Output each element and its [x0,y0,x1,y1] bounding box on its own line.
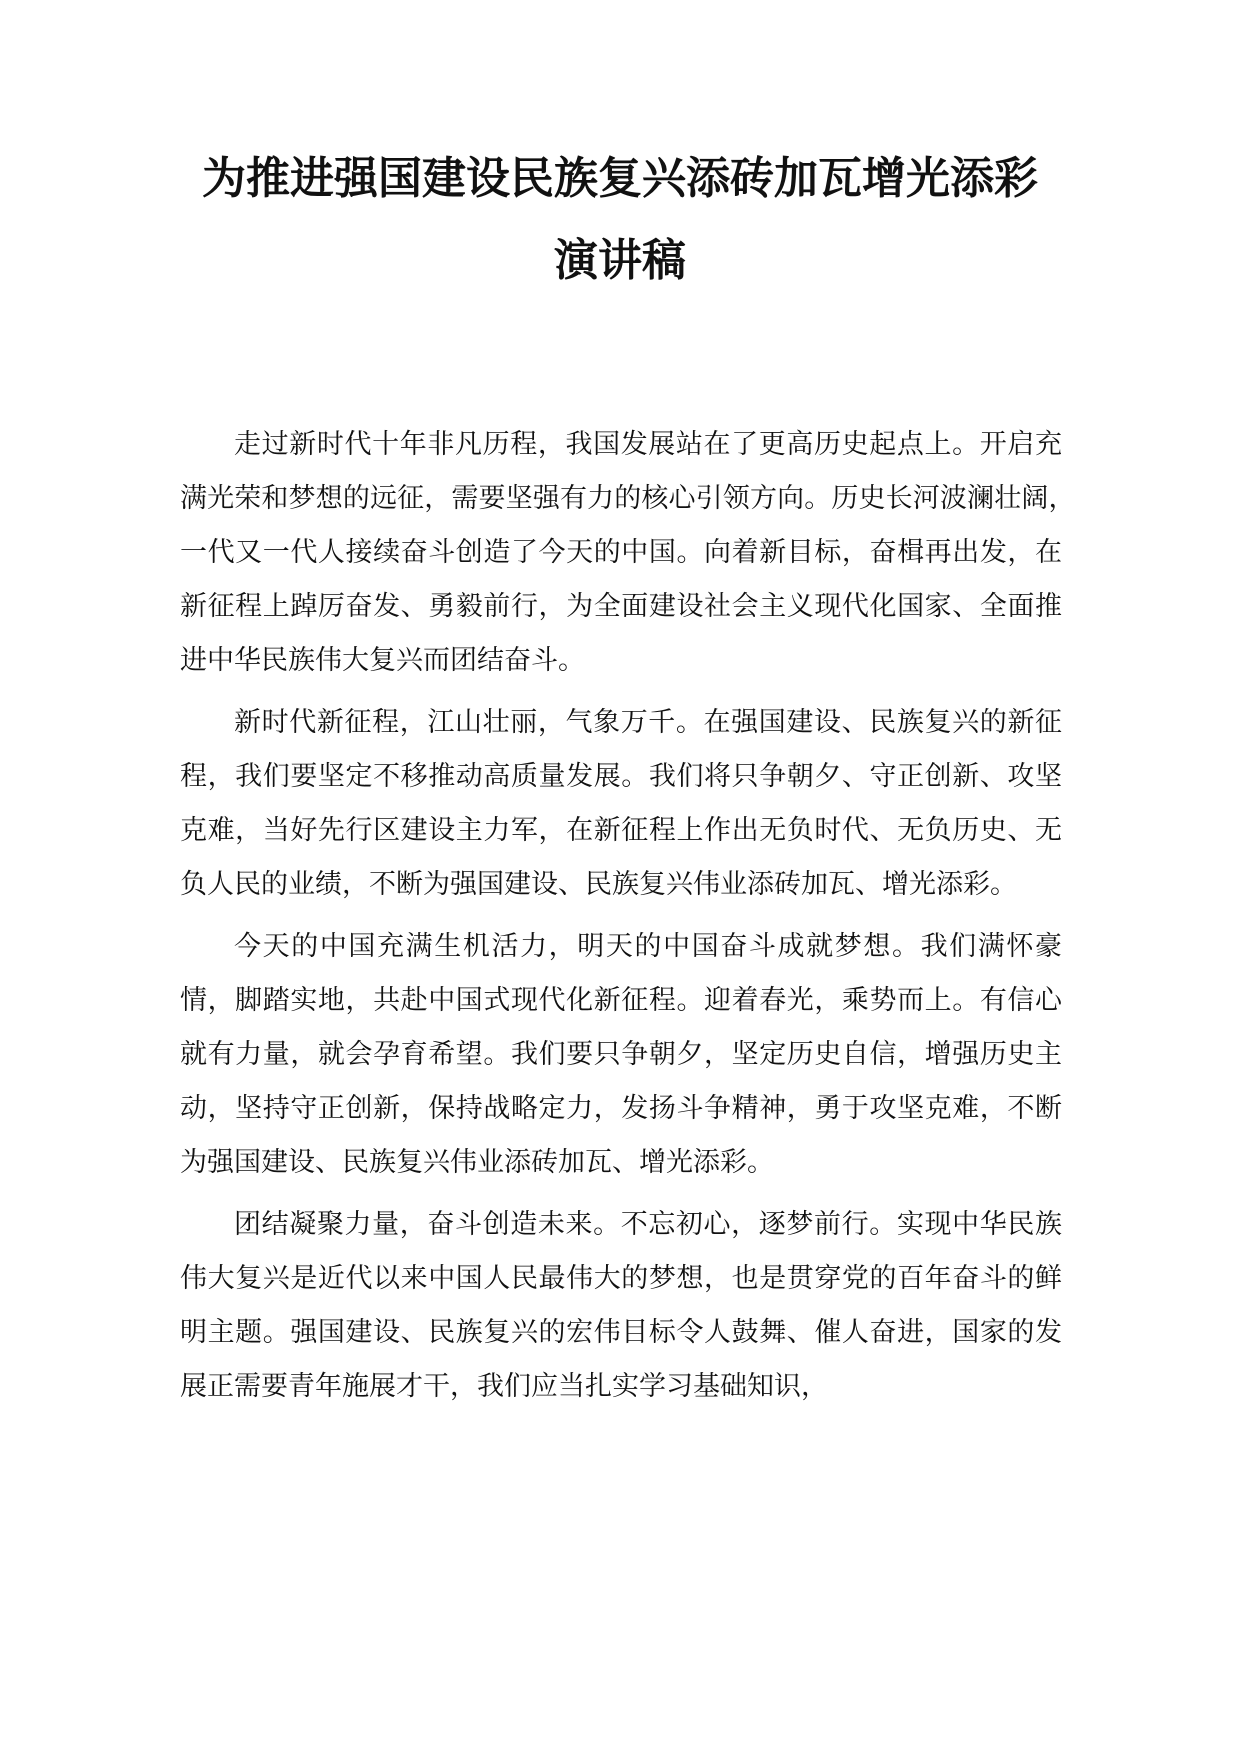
document-title-line-1: 为推进强国建设民族复兴添砖加瓦增光添彩 [202,153,1038,204]
document-body [180,418,1089,1422]
document-title-line-2: 演讲稿 [554,235,686,286]
paragraph-2: 新时代新征程，江山壮丽，气象万千。在强国建设、民族复兴的新征程，我们要坚定不移推动高质量发展。我们将只争朝夕、守正创新、攻坚克难，当好先行区建设主力军，在新征程上作出无负时代、无负历史、无负人民的业绩，不断为强国建设、民族复兴伟业添砖加瓦、增光添彩。 [180,707,1062,900]
paragraph-4: 团结凝聚力量，奋斗创造未来。不忘初心，逐梦前行。实现中华民族伟大复兴是近代以来中国人民最伟大的梦想，也是贯穿党的百年奋斗的鲜明主题。强国建设、民族复兴的宏伟目标令人鼓舞、催人奋进，国家的发展正需要青年施展才干，我们应当扎实学习基础知识， [180,1209,1062,1402]
paragraph-3: 今天的中国充满生机活力，明天的中国奋斗成就梦想。我们满怀豪情，脚踏实地，共赴中国式现代化新征程。迎着春光，乘势而上。有信心就有力量，就会孕育希望。我们要只争朝夕，坚定历史自信，增强历史主动，坚持守正创新，保持战略定力，发扬斗争精神，勇于攻坚克难，不断为强国建设、民族复兴伟业添砖加瓦、增光添彩。 [180,931,1062,1178]
paragraph-1: 走过新时代十年非凡历程，我国发展站在了更高历史起点上。开启充满光荣和梦想的远征，需要坚强有力的核心引领方向。历史长河波澜壮阔， 一代又一代人接续奋斗创造了今天的中国。向着新目标，奋楫再出发，在新征程上踔厉奋发、勇毅前行，为全面建设社会主义现代化国家、全面推进中华民族伟大复兴而团结奋斗。 [180,429,1089,676]
